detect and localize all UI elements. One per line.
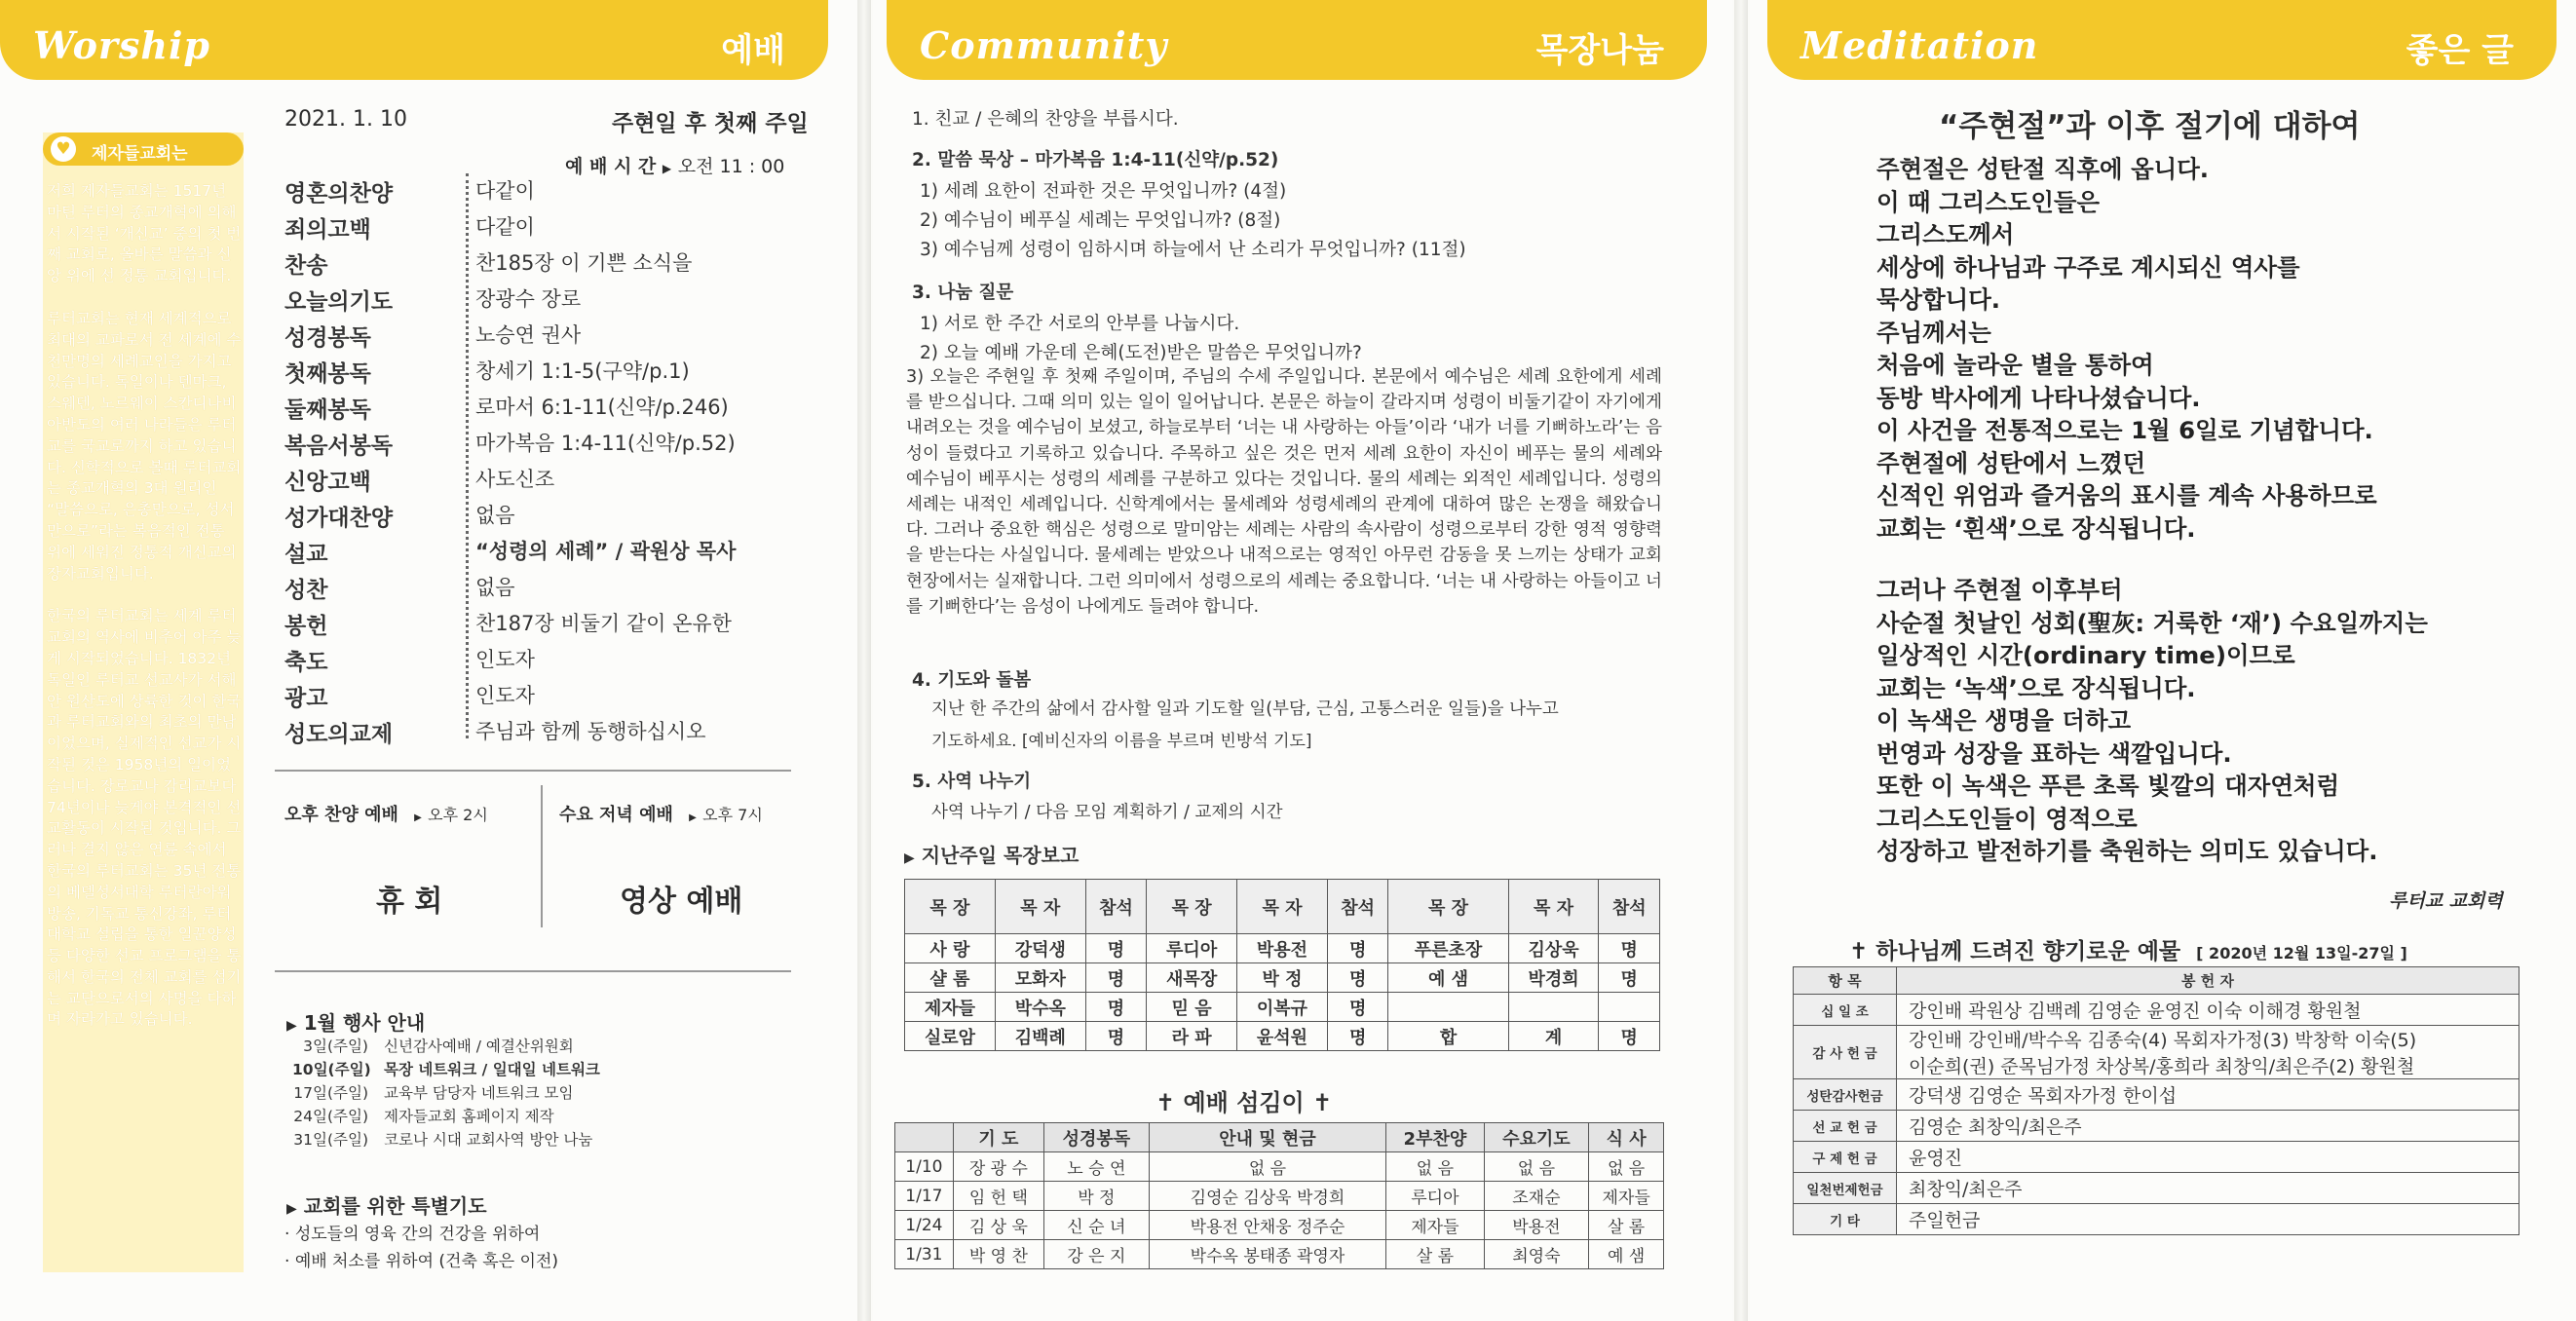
order-value: 노승연 권사	[475, 323, 582, 347]
meditation-line: 묵상합니다.	[1876, 285, 2001, 314]
prayer-title-label: 교회를 위한 특별기도	[303, 1194, 487, 1218]
service-time-label: 예 배 시 간	[565, 156, 657, 177]
afternoon-service	[284, 801, 488, 826]
report-header-cell: 참석	[1327, 880, 1387, 934]
meditation-line: 이 때 그리스도인들은	[1876, 187, 2101, 216]
event-text: 교육부 담당자 네트워크 모임	[384, 1084, 574, 1102]
duty-cell: 1/31	[895, 1240, 954, 1269]
report-cell: 명	[1085, 993, 1146, 1022]
table-row	[1794, 995, 2519, 1026]
offering-header-row	[1794, 967, 2519, 995]
sidebar-badge-label: 제자들교회는	[92, 144, 188, 164]
order-label: 죄의고백	[284, 217, 371, 243]
offering-names	[1897, 1204, 2519, 1235]
meditation-line: 교회는 ‘흰색’으로 장식됩니다.	[1876, 513, 2196, 543]
duty-cell: 박 영 찬	[953, 1240, 1043, 1269]
report-cell	[1388, 993, 1508, 1022]
service-title: 주현일 후 첫째 주일	[612, 111, 809, 136]
order-label: 봉헌	[284, 614, 328, 639]
sidebar-paragraph: 루터교회는 현재 세계적으로 최대의 교파로서 전 세계에 수천만명의 세례교인을 가지고 있습니다. 독일이나 덴마크, 스웨덴, 노르웨이 스칸디나비아반도의 여러 나라들은 루터교를 국교로까지 하고 있습니다. 신학적으로 볼때 루터교회는 종교개혁의 3대 원리인 “말씀으로, 은총만으로, 성서만으로”라는 복음적인 전통 위에 세워진 정통적 개신교의 장자교회입니다.	[47, 309, 242, 583]
events-title	[286, 1007, 425, 1036]
meditation-line: 또한 이 녹색은 푸른 초록 빛깔의 대자연처럼	[1876, 772, 2340, 800]
duty-cell: 김영순 김상욱 박경희	[1149, 1182, 1386, 1211]
offering-names-line: 강덕생 김영순 목회자가정 한이섭	[1909, 1085, 2178, 1107]
report-cell: 박수옥	[995, 993, 1085, 1022]
offering-item: 성탄감사헌금	[1794, 1079, 1897, 1111]
report-cell: 제자들	[905, 993, 996, 1022]
report-cell: 명	[1085, 963, 1146, 993]
duty-cell: 살 롬	[1386, 1240, 1484, 1269]
order-value: 사도신조	[475, 468, 555, 491]
event-date: 10일(주일)	[292, 1061, 371, 1078]
duty-cell: 박용전	[1484, 1211, 1589, 1240]
order-value: 없음	[475, 576, 515, 599]
order-label: 설교	[284, 542, 328, 567]
report-title-label: 지난주일 목장보고	[921, 844, 1080, 867]
duty-cell: 박 정	[1044, 1182, 1150, 1211]
community-item: 1) 서로 한 주간 서로의 안부를 나눕시다.	[920, 314, 1240, 334]
order-row	[284, 320, 791, 356]
order-row	[284, 572, 791, 608]
community-item: 1) 세례 요한이 전파한 것은 무엇입니까? (4절)	[920, 181, 1287, 202]
duty-cell: 임 헌 택	[953, 1182, 1043, 1211]
order-row	[284, 247, 791, 283]
community-item: 3. 나눔 질문	[912, 283, 1014, 303]
event-item	[292, 1035, 574, 1056]
order-row	[284, 428, 791, 464]
order-row	[284, 608, 791, 644]
report-cell: 합	[1388, 1022, 1508, 1051]
meditation-line: 동방 박사에게 나타나셨습니다.	[1876, 383, 2201, 412]
order-label: 성도의교제	[284, 722, 394, 747]
offering-names-line: 강인배 강인배/박수옥 김종숙(4) 목회자가정(3) 박창학 이숙(5)	[1909, 1030, 2417, 1051]
duty-cell: 장 광 수	[953, 1152, 1043, 1182]
meditation-line: 번영과 성장을 표하는 색깔입니다.	[1876, 738, 2232, 768]
table-row	[905, 1022, 1660, 1051]
service-divider	[541, 785, 543, 927]
duty-cell: 강 은 지	[1044, 1240, 1150, 1269]
afternoon-time: 오후 2시	[428, 806, 488, 824]
order-row	[284, 464, 791, 500]
report-cell: 푸른초장	[1388, 934, 1508, 963]
sidebar-badge	[43, 132, 244, 166]
table-row	[895, 1211, 1664, 1240]
table-row	[1794, 1204, 2519, 1235]
order-label: 둘째봉독	[284, 397, 371, 423]
offering-item: 십 일 조	[1794, 995, 1897, 1026]
duty-table	[894, 1122, 1664, 1269]
order-row	[284, 356, 791, 392]
duty-header-cell: 성경봉독	[1044, 1123, 1150, 1152]
community-item: 2. 말씀 묵상 – 마가복음 1:4-11(신약/p.52)	[912, 150, 1279, 170]
order-value: 다같이	[475, 215, 535, 239]
report-cell: 명	[1327, 993, 1387, 1022]
prayer-care-text: 지난 한 주간의 삶에서 감사할 일과 기도할 일(부담, 근심, 고통스러운 일들)을 나누고	[931, 699, 1559, 719]
duty-cell: 없 음	[1589, 1152, 1664, 1182]
duty-cell: 최영숙	[1484, 1240, 1589, 1269]
order-label: 신앙고백	[284, 470, 371, 495]
worship-header	[0, 0, 828, 80]
offering-item: 감 사 헌 금	[1794, 1026, 1897, 1079]
signature: 루터교 교회력	[2389, 890, 2503, 912]
report-cell: 명	[1327, 963, 1387, 993]
event-date: 3일(주일)	[303, 1038, 368, 1055]
offering-item: 선 교 헌 금	[1794, 1111, 1897, 1142]
cross-icon: ✝	[1849, 939, 1869, 964]
sidebar-paragraph: 한국의 루터교회는 세계 루터교회의 역사에 비추어 아주 늦게 시작되었습니다. 1832년 독일인 루터교 선교사가 서해안 원산도에 상륙한 것이 한국과 루터교회와의 최초의 만남이었으며, 실제적인 선교가 시작된 것은 1958년의 일이었습니다. 장로교나 감리교보다 74년이나 늦게야 본격적인 선교활동이 시작된 것입니다. 그러나 결지 않은 연륜 속에서 한국의 루터교회는 35년 전통의 베델성서대학 루터란아워 방송, 기독교 통신강좌, 루터대학교 설립을 통한 일꾼양성 등 다양한 선교 프로그램을 통해서 한국의 전체 교회를 섬기는 교단으로서의 사명을 다하며 자라가고 있습니다.	[47, 607, 242, 1029]
meditation-line: 그러나 주현절 이후부터	[1876, 576, 2123, 604]
table-row	[895, 1152, 1664, 1182]
report-cell: 실로암	[905, 1022, 996, 1051]
meditation-line: 처음에 놀라운 별을 통하여	[1876, 351, 2154, 379]
order-row	[284, 644, 791, 680]
prayer-care-title: 4. 기도와 돌봄	[912, 670, 1032, 691]
triangle-right-icon: ▶	[904, 850, 915, 866]
report-cell: 명	[1327, 934, 1387, 963]
event-item	[292, 1058, 600, 1079]
table-row	[895, 1182, 1664, 1211]
report-cell: 명	[1599, 963, 1660, 993]
wednesday-service	[559, 801, 763, 826]
order-row	[284, 175, 791, 211]
duty-header-cell	[895, 1123, 954, 1152]
cross-icon: ✝	[1312, 1089, 1333, 1116]
report-cell: 명	[1327, 1022, 1387, 1051]
mission-text: 사역 나누기 / 다음 모임 계획하기 / 교제의 시간	[931, 803, 1283, 822]
order-label: 성경봉독	[284, 325, 371, 351]
table-row	[1794, 1079, 2519, 1111]
heart-icon: ♥	[51, 136, 76, 162]
cross-icon: ✝	[1155, 1089, 1176, 1116]
order-label: 축도	[284, 650, 328, 675]
meditation-header	[1767, 0, 2557, 80]
table-row	[1794, 1026, 2519, 1079]
order-label: 영혼의찬양	[284, 181, 394, 207]
offering-names	[1897, 995, 2519, 1026]
duty-cell: 박용전 안채웅 정주순	[1149, 1211, 1386, 1240]
prayer-title	[286, 1190, 487, 1219]
meditation-line: 신적인 위엄과 즐거움의 표시를 계속 사용하므로	[1876, 481, 2377, 510]
duty-cell: 1/10	[895, 1152, 954, 1182]
duty-cell: 조재순	[1484, 1182, 1589, 1211]
event-date: 24일(주일)	[293, 1108, 368, 1125]
order-value: 로마서 6:1-11(신약/p.246)	[475, 396, 729, 419]
prayer-item: · 성도들의 영육 간의 건강을 위하여	[284, 1225, 541, 1244]
section-divider	[275, 970, 791, 972]
meditation-title: “주현절”과 이후 절기에 대하여	[1939, 109, 2361, 144]
order-label: 첫째봉독	[284, 361, 371, 387]
duty-header-cell: 2부찬양	[1386, 1123, 1484, 1152]
duty-title	[1155, 1083, 1332, 1117]
offering-names	[1897, 1026, 2519, 1079]
report-header-cell: 목 장	[1147, 880, 1237, 934]
duty-cell: 제자들	[1589, 1182, 1664, 1211]
report-header-cell: 참석	[1599, 880, 1660, 934]
table-row	[905, 934, 1660, 963]
meditation-line: 세상에 하나님과 구주로 계시되신 역사를	[1876, 252, 2300, 282]
meditation-line: 사순절 첫날인 성회(聖灰: 거룩한 ‘재’) 수요일까지는	[1876, 608, 2428, 637]
prayer-text: 성도들의 영육 간의 건강을 위하여	[294, 1225, 541, 1244]
table-row	[1794, 1111, 2519, 1142]
duty-cell: 예 샘	[1589, 1240, 1664, 1269]
duty-cell: 살 롬	[1589, 1211, 1664, 1240]
report-cell: 김상욱	[1508, 934, 1599, 963]
community-item: 1. 친교 / 은혜의 찬양을 부릅시다.	[912, 109, 1179, 130]
order-label: 광고	[284, 686, 328, 711]
service-time	[565, 152, 784, 178]
report-cell: 믿 음	[1147, 993, 1237, 1022]
duty-cell: 박수옥 봉태종 곽영자	[1149, 1240, 1386, 1269]
report-cell: 박경희	[1508, 963, 1599, 993]
order-label: 오늘의기도	[284, 289, 394, 315]
report-cell: 계	[1508, 1022, 1599, 1051]
duty-cell: 없 음	[1484, 1152, 1589, 1182]
meditation-line: 그리스도인들이 영적으로	[1876, 804, 2138, 833]
event-item	[292, 1128, 592, 1150]
report-cell: 강덕생	[995, 934, 1085, 963]
report-cell: 샬 롬	[905, 963, 996, 993]
duty-header-cell: 기 도	[953, 1123, 1043, 1152]
report-title	[904, 840, 1079, 868]
order-value: 인도자	[475, 684, 535, 707]
offering-names-line: 강인배 곽원상 김백례 김영순 윤영진 이숙 이해경 황원철	[1909, 1000, 2362, 1022]
report-header-cell: 목 자	[995, 880, 1085, 934]
report-header-cell: 참석	[1085, 880, 1146, 934]
offering-title	[1849, 933, 2407, 965]
duty-cell: 1/24	[895, 1211, 954, 1240]
fold-1	[857, 0, 871, 1321]
duty-cell: 루디아	[1386, 1182, 1484, 1211]
triangle-right-icon: ▶	[662, 162, 672, 175]
community-header	[887, 0, 1707, 80]
offering-header-cell: 봉 헌 자	[1897, 967, 2519, 995]
event-item	[292, 1105, 554, 1126]
meditation-header-ko: 좋은 글	[2406, 31, 2514, 70]
table-row	[895, 1240, 1664, 1269]
offering-item: 일천번제헌금	[1794, 1173, 1897, 1204]
duty-header-cell: 안내 및 현금	[1149, 1123, 1386, 1152]
report-cell: 윤석원	[1237, 1022, 1328, 1051]
duty-header-cell: 식 사	[1589, 1123, 1664, 1152]
duty-cell: 제자들	[1386, 1211, 1484, 1240]
prayer-item: · 예배 처소를 위하여 (건축 혹은 이전)	[284, 1252, 559, 1271]
offering-names-line: 윤영진	[1909, 1148, 1963, 1169]
triangle-right-icon: ▶	[286, 1018, 297, 1034]
service-date: 2021. 1. 10	[284, 107, 407, 132]
community-item: 2) 예수님이 베푸실 세례는 무엇입니까? (8절)	[920, 210, 1281, 231]
report-cell	[1599, 993, 1660, 1022]
report-cell: 예 샘	[1388, 963, 1508, 993]
report-cell: 명	[1599, 934, 1660, 963]
offering-names	[1897, 1079, 2519, 1111]
report-header-row	[905, 880, 1660, 934]
offering-names-line: 최창익/최은주	[1909, 1179, 2023, 1200]
order-value: 찬187장 비둘기 같이 온유한	[475, 612, 732, 635]
offering-names	[1897, 1142, 2519, 1173]
duty-cell: 신 순 녀	[1044, 1211, 1150, 1240]
report-cell	[1508, 993, 1599, 1022]
report-header-cell: 목 장	[1388, 880, 1508, 934]
triangle-right-icon: ▶	[286, 1201, 297, 1217]
order-row	[284, 392, 791, 428]
offering-title-label: 하나님께 드려진 향기로운 예물	[1875, 939, 2181, 964]
duty-cell: 1/17	[895, 1182, 954, 1211]
triangle-right-icon: ▶	[414, 812, 422, 823]
order-row	[284, 500, 791, 536]
duty-cell: 없 음	[1386, 1152, 1484, 1182]
duty-header-row	[895, 1123, 1664, 1152]
order-label: 찬송	[284, 253, 328, 279]
report-table	[904, 879, 1660, 1051]
table-row	[905, 963, 1660, 993]
afternoon-status: 휴 회	[376, 885, 443, 919]
order-value: 찬185장 이 기쁜 소식을	[475, 251, 693, 275]
meditation-line: 주현절은 성탄절 직후에 옵니다.	[1876, 155, 2210, 183]
report-header-cell: 목 자	[1237, 880, 1328, 934]
table-row	[905, 993, 1660, 1022]
meditation-line: 주님께서는	[1876, 318, 1991, 347]
table-row	[1794, 1173, 2519, 1204]
offering-names-line: 김영순 최창익/최은주	[1909, 1116, 2082, 1138]
events-title-label: 1월 행사 안내	[303, 1011, 426, 1035]
wednesday-time: 오후 7시	[702, 806, 763, 824]
order-value: 장광수 장로	[475, 287, 582, 311]
order-label: 복음서봉독	[284, 434, 394, 459]
offering-names-line: 주일헌금	[1909, 1210, 1981, 1231]
order-value: “성령의 세례” / 곽원상 목사	[475, 540, 737, 563]
offering-item: 구 제 헌 금	[1794, 1142, 1897, 1173]
offering-names-line: 이순희(권) 준목님가정 차상복/홍희라 최창익/최은주(2) 황원철	[1909, 1056, 2415, 1077]
event-date: 17일(주일)	[293, 1084, 368, 1102]
report-cell: 김백례	[995, 1022, 1085, 1051]
report-cell: 박 정	[1237, 963, 1328, 993]
duty-cell: 김 상 욱	[953, 1211, 1043, 1240]
report-cell: 새목장	[1147, 963, 1237, 993]
triangle-right-icon: ▶	[689, 812, 697, 823]
report-cell: 박용전	[1237, 934, 1328, 963]
duty-title-label: 예배 섬김이	[1183, 1089, 1305, 1116]
meditation-line: 일상적인 시간(ordinary time)이므로	[1876, 641, 2295, 669]
wednesday-status: 영상 예배	[620, 885, 743, 919]
order-row	[284, 211, 791, 247]
offering-names	[1897, 1111, 2519, 1142]
order-value: 마가복음 1:4-11(신약/p.52)	[475, 432, 736, 455]
event-text: 신년감사예배 / 예결산위원회	[384, 1038, 574, 1055]
community-header-ko: 목장나눔	[1535, 31, 1664, 70]
order-row	[284, 283, 791, 320]
report-cell: 사 랑	[905, 934, 996, 963]
service-time-value: 오전 11 : 00	[677, 156, 785, 177]
report-cell: 라 파	[1147, 1022, 1237, 1051]
order-label: 성찬	[284, 578, 328, 603]
fold-2	[1734, 0, 1748, 1321]
community-header-en: Community	[920, 23, 1168, 67]
duty-cell: 없 음	[1149, 1152, 1386, 1182]
community-item: 2) 오늘 예배 가운데 은혜(도전)받은 말씀은 무엇입니까?	[920, 343, 1362, 363]
report-cell: 모화자	[995, 963, 1085, 993]
meditation-line: 그리스도께서	[1876, 220, 2015, 248]
order-value: 인도자	[475, 648, 535, 671]
section-divider	[275, 770, 791, 772]
order-row	[284, 716, 791, 752]
order-row	[284, 536, 791, 572]
meditation-line: 이 사건을 전통적으로는 1월 6일로 기념합니다.	[1876, 416, 2373, 444]
prayer-text: 예배 처소를 위하여 (건축 혹은 이전)	[294, 1252, 559, 1271]
offering-table	[1793, 966, 2519, 1235]
event-text: 코로나 시대 교회사역 방안 나눔	[384, 1131, 593, 1149]
report-cell: 명	[1599, 1022, 1660, 1051]
community-item: 3) 예수님께 성령이 임하시며 하늘에서 난 소리가 무엇입니까? (11절)	[920, 240, 1466, 260]
order-value: 창세기 1:1-5(구약/p.1)	[475, 359, 690, 383]
sidebar-paragraph: 저희 제자들교회는 1517년 마틴 루터의 종교개혁에 의해서 시작된 ‘개신교’ 중의 첫 번째 교회로, 올바른 말씀과 신앙 위에 선 정통 교회입니다.	[47, 182, 242, 285]
report-header-cell: 목 자	[1508, 880, 1599, 934]
report-header-cell: 목 장	[905, 880, 996, 934]
order-value: 없음	[475, 504, 515, 527]
mission-title: 5. 사역 나누기	[912, 772, 1032, 792]
worship-header-ko: 예배	[721, 31, 785, 70]
report-cell: 루디아	[1147, 934, 1237, 963]
wednesday-label: 수요 저녁 예배	[559, 805, 673, 825]
duty-header-cell: 수요기도	[1484, 1123, 1589, 1152]
offering-names	[1897, 1173, 2519, 1204]
order-label: 성가대찬양	[284, 506, 394, 531]
offering-period: [ 2020년 12월 13일-27일 ]	[2196, 944, 2407, 962]
table-row	[1794, 1142, 2519, 1173]
report-cell: 이복규	[1237, 993, 1328, 1022]
order-row	[284, 680, 791, 716]
report-cell: 명	[1085, 1022, 1146, 1051]
offering-item: 기 타	[1794, 1204, 1897, 1235]
event-date: 31일(주일)	[293, 1131, 368, 1149]
prayer-care-text: 기도하세요. [예비신자의 이름을 부르며 빈방석 기도]	[931, 732, 1312, 751]
order-value: 주님과 함께 동행하십시오	[475, 720, 706, 743]
worship-header-en: Worship	[33, 23, 210, 67]
event-text: 목장 네트워크 / 일대일 네트워크	[384, 1061, 600, 1078]
event-item	[292, 1081, 573, 1103]
meditation-line: 이 녹색은 생명을 더하고	[1876, 706, 2132, 735]
event-text: 제자들교회 홈페이지 제작	[384, 1108, 554, 1125]
order-value: 다같이	[475, 179, 535, 203]
sidebar-text	[47, 181, 242, 1052]
report-cell: 명	[1085, 934, 1146, 963]
meditation-line: 성장하고 발전하기를 축원하는 의미도 있습니다.	[1876, 837, 2378, 865]
afternoon-label: 오후 찬양 예배	[284, 805, 398, 825]
offering-header-cell: 항 목	[1794, 967, 1897, 995]
duty-cell: 노 승 연	[1044, 1152, 1150, 1182]
share-paragraph: 3) 오늘은 주현일 후 첫째 주일이며, 주님의 수세 주일입니다. 본문에서 예수님은 세례 요한에게 세례를 받으십니다. 그때 의미 있는 일이 일어납니다. 본문은 하늘이 갈라지며 성령이 비둘기같이 자기에게 내려오는 것을 예수님이 보셨고, 하늘로부터 ‘너는 내 사랑하는 아들’이라 ‘내가 너를 기뻐하노라’는 음성이 들렸다고 기록하고 있습니다. 주목하고 싶은 것은 먼저 세례 요한이 자신이 베푸는 물의 세례와 예수님이 베푸시는 성령의 세례를 구분하고 있다는 것입니다. 물의 세례는 외적인 세례입니다. 성령의 세례는 내적인 세례입니다. 신학계에서는 물세례와 성령세례의 관계에 대하여 많은 논쟁을 해왔습니다. 그러나 중요한 핵심은 성령으로 말미암는 세례는 사람의 속사람이 성령으로부터 강한 영적 영향력을 받는다는 사실입니다. 물세례는 받았으나 내적으로는 영적인 아무런 감동을 못 느끼는 상태가 교회 현장에서는 실재합니다. 그런 의미에서 성령으로의 세례는 중요합니다. ‘너는 내 사랑하는 아들이고 너를 기뻐한다’는 음성이 나에게도 들려야 합니다.	[906, 367, 1662, 617]
meditation-line: 주현절에 성탄에서 느꼈던	[1876, 448, 2146, 477]
meditation-line: 교회는 ‘녹색’으로 장식됩니다.	[1876, 673, 2196, 702]
meditation-header-en: Meditation	[1800, 23, 2039, 67]
